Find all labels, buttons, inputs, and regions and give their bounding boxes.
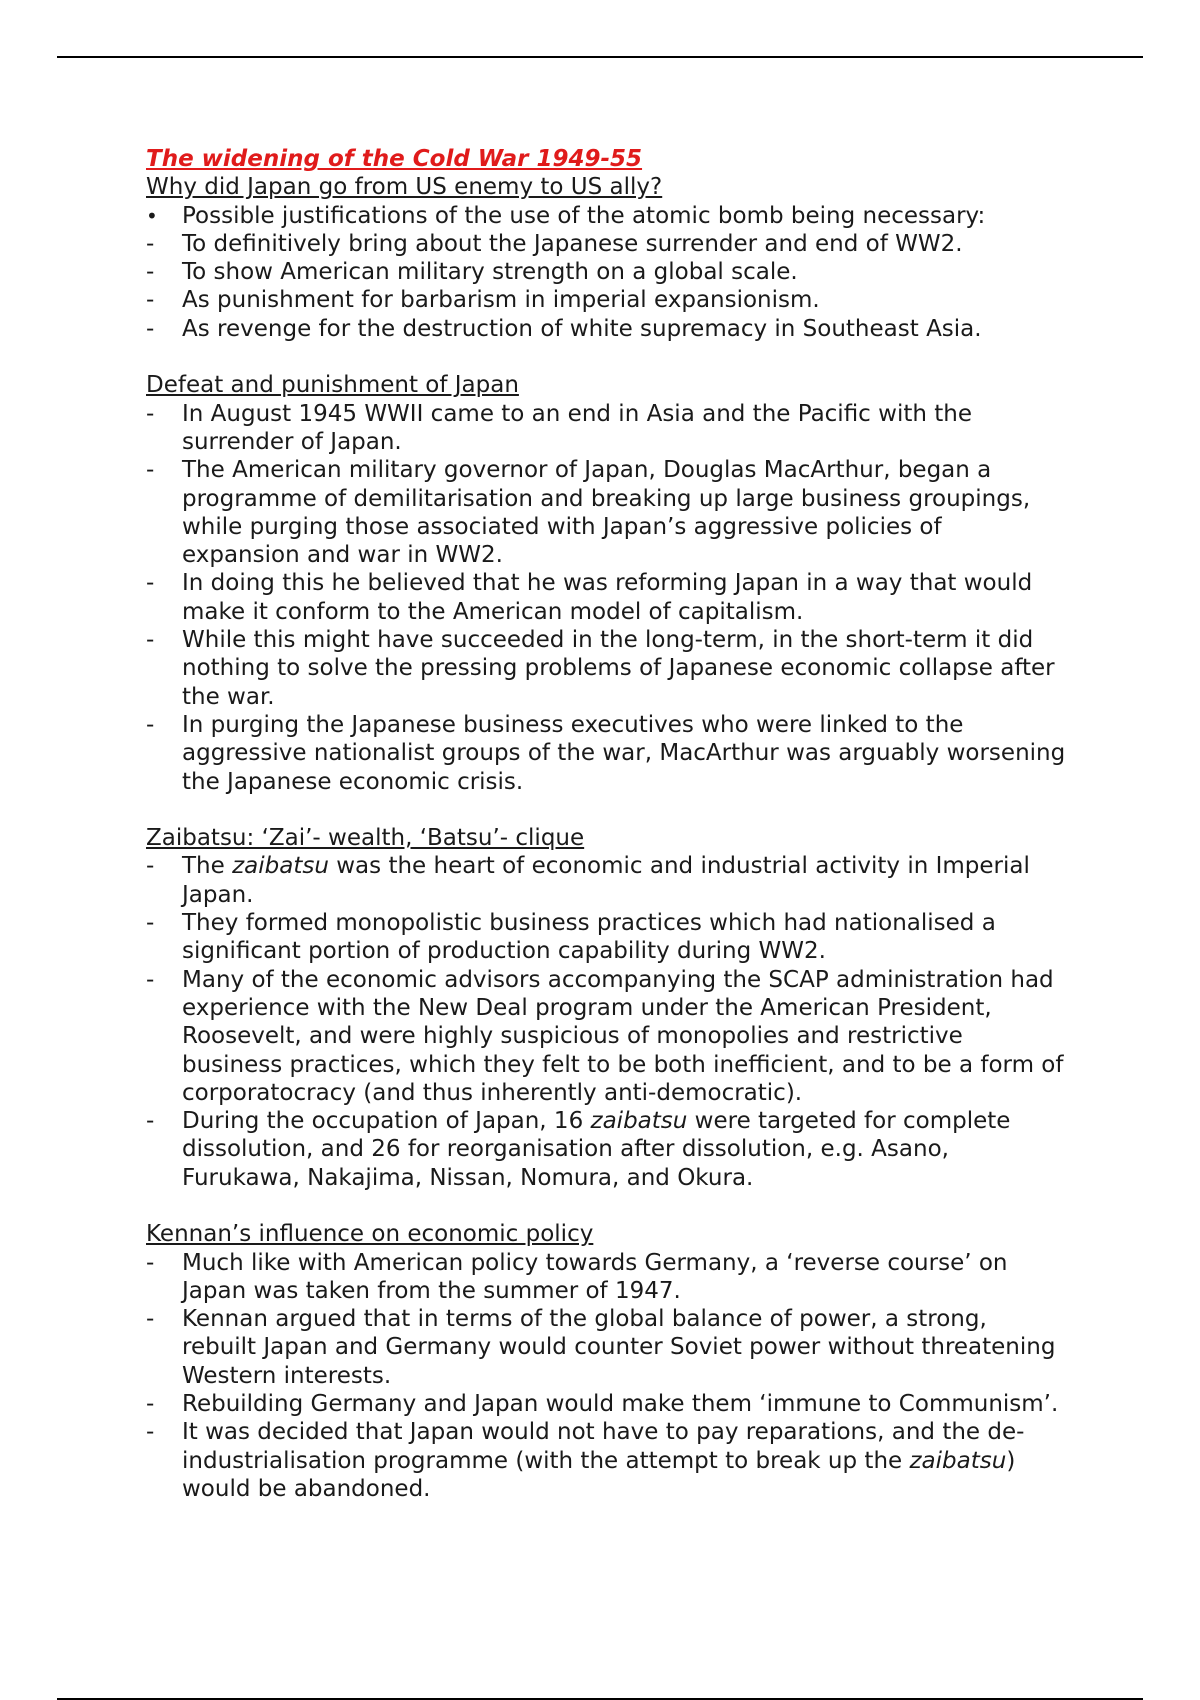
list-item (146, 626, 1066, 711)
list-item (146, 456, 1066, 569)
item-text-start: During the occupation of Japan, 16 (182, 1108, 591, 1135)
list-item (146, 400, 1066, 457)
item-text: As revenge for the destruction of white supremacy in Southeast Asia. (182, 315, 982, 342)
list-item (146, 202, 1066, 230)
document-body (146, 145, 1066, 1503)
dash-marker: - (146, 230, 155, 257)
section-heading-zaibatsu: Zaibatsu: ‘Zai’- wealth, ‘Batsu’- clique (146, 825, 585, 852)
italic-term: zaibatsu (232, 853, 329, 880)
item-text: Rebuilding Germany and Japan would make them ‘immune to Communism’. (182, 1391, 1059, 1418)
dash-marker: - (146, 287, 155, 314)
item-text: As punishment for barbarism in imperial expansionism. (182, 287, 820, 314)
paragraph-gap (146, 1192, 1066, 1220)
item-text: Kennan argued that in terms of the global balance of power, a strong, rebuilt Japan and Germany would counter Soviet power without threatening Western interests. (182, 1306, 1056, 1389)
list-item (146, 286, 1066, 314)
dash-marker: - (146, 910, 155, 937)
list-item (146, 966, 1066, 1107)
item-text: Many of the economic advisors accompanying the SCAP administration had experience with the New Deal program under the American President, Roosevelt, and were highly suspicious of monopolies and restrictive business practices, which they felt to be both inefficient, and to be a form of corporatocracy (and thus inherently anti-democratic). (182, 966, 1064, 1106)
item-text-end: were targeted for complete dissolution, and 26 for reorganisation after dissolution, e.g. Asano, Furukawa, Nakajima, Nissan, Nomura, and Okura. (182, 1108, 1011, 1191)
list-item (146, 315, 1066, 343)
list-item (146, 1418, 1066, 1503)
dash-marker: - (146, 1108, 155, 1135)
paragraph-gap (146, 343, 1066, 371)
dash-marker: - (146, 1419, 155, 1446)
document-title: The widening of the Cold War 1949-55 (146, 146, 643, 172)
item-text-end: ) would be abandoned. (182, 1447, 1016, 1502)
item-text: In doing this he believed that he was reforming Japan in a way that would make it conform to the American model of capitalism. (182, 570, 1033, 625)
list-item (146, 1390, 1066, 1418)
item-text: While this might have succeeded in the long-term, in the short-term it did nothing to solve the pressing problems of Japanese economic collapse after the war. (182, 627, 1055, 710)
list-item (146, 852, 1066, 909)
dash-marker: - (146, 1249, 155, 1276)
dash-marker: - (146, 457, 155, 484)
item-text: In August 1945 WWII came to an end in Asia and the Pacific with the surrender of Japan. (182, 400, 972, 455)
dash-marker: - (146, 1306, 155, 1333)
item-text: Possible justifications of the use of the atomic bomb being necessary: (182, 202, 986, 229)
item-text: To definitively bring about the Japanese surrender and end of WW2. (182, 230, 963, 257)
list-item (146, 1305, 1066, 1390)
dash-marker: - (146, 400, 155, 427)
top-rule (57, 56, 1143, 58)
item-text: To show American military strength on a global scale. (182, 259, 798, 286)
list-item (146, 1107, 1066, 1192)
paragraph-gap (146, 796, 1066, 824)
list-item (146, 230, 1066, 258)
item-text: In purging the Japanese business executives who were linked to the aggressive nationalist groups of the war, MacArthur was arguably worsening the Japanese economic crisis. (182, 711, 1066, 795)
list-item (146, 909, 1066, 966)
dash-marker: - (146, 315, 155, 342)
item-text-start: The (182, 853, 233, 880)
list-item (146, 711, 1066, 796)
section-heading-kennan: Kennan’s influence on economic policy (146, 1221, 594, 1248)
bullet-marker: • (146, 203, 158, 228)
list-item (146, 569, 1066, 626)
italic-term: zaibatsu (590, 1108, 688, 1135)
dash-marker: - (146, 1391, 155, 1418)
dash-marker: - (146, 627, 155, 654)
dash-marker: - (146, 711, 155, 738)
section-heading-defeat: Defeat and punishment of Japan (146, 372, 519, 399)
item-text-end: was the heart of economic and industrial activity in Imperial Japan. (182, 853, 1030, 908)
dash-marker: - (146, 853, 155, 880)
dash-marker: - (146, 259, 155, 286)
list-item (146, 258, 1066, 286)
list-item (146, 1249, 1066, 1306)
item-text: Much like with American policy towards Germany, a ‘reverse course’ on Japan was taken from the summer of 1947. (182, 1249, 1008, 1304)
dash-marker: - (146, 966, 155, 993)
item-text: The American military governor of Japan, Douglas MacArthur, began a programme of demilitarisation and breaking up large business groupings, while purging those associated with Japan’s aggressive policies of expansion and war in WW2. (182, 457, 1031, 569)
dash-marker: - (146, 570, 155, 597)
italic-term: zaibatsu (909, 1447, 1007, 1474)
item-text: They formed monopolistic business practices which had nationalised a significant portion of production capability during WW2. (182, 910, 996, 965)
section-heading-japan: Why did Japan go from US enemy to US ally? (146, 174, 663, 201)
item-text-start: It was decided that Japan would not have to pay reparations, and the de-industrialisation programme (with the attempt to break up the (182, 1419, 1025, 1474)
